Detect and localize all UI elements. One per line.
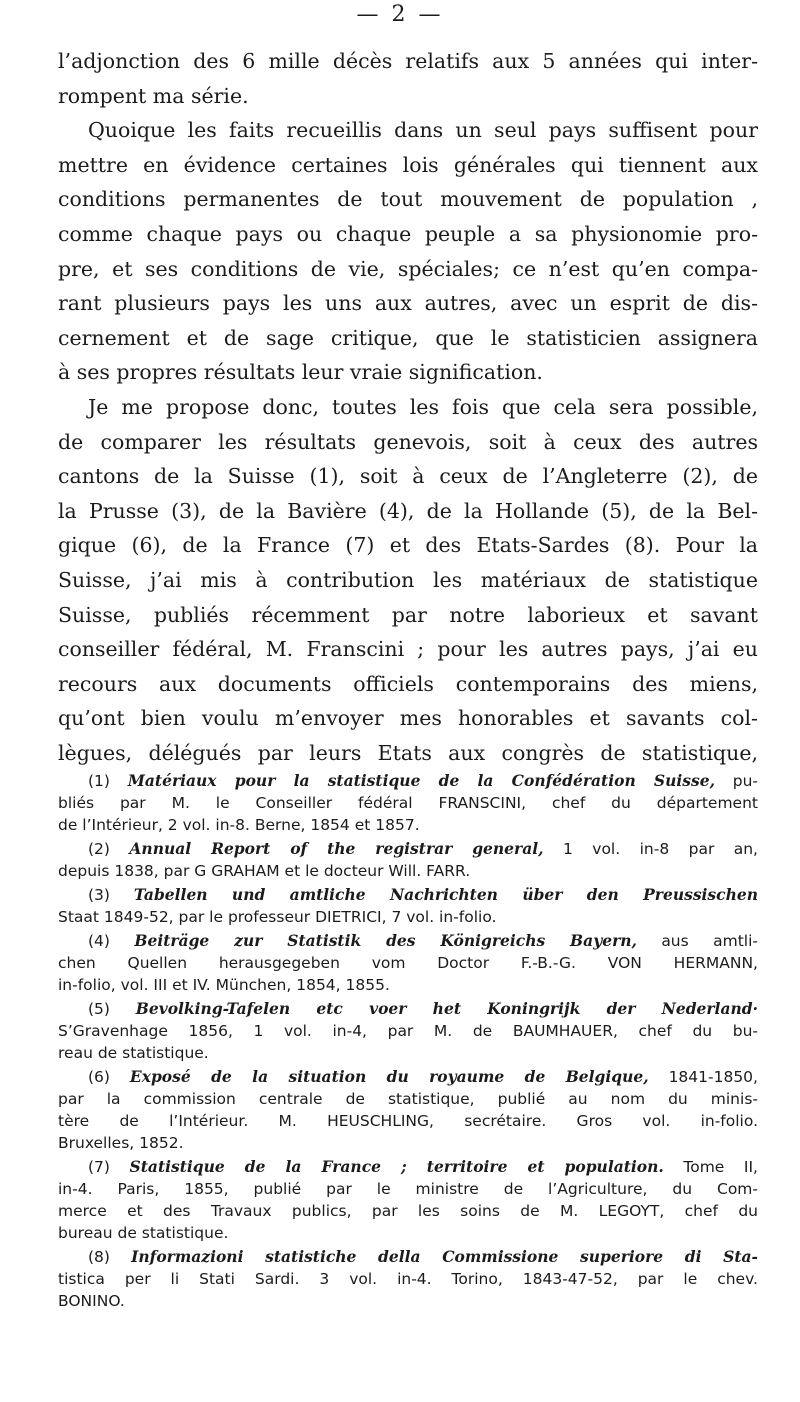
body-line: de comparer les résultats genevois, soit à ceux des autres (58, 429, 758, 454)
body-line: qu’ont bien voulu m’envoyer mes honorables et savants col- (58, 706, 758, 731)
page-number: — 2 — (356, 2, 444, 27)
footnote-title: Exposé de la situation du royaume de Belgique, (129, 1067, 649, 1086)
body-line: lègues, délégués par leurs Etats aux congrès de statistique, (58, 740, 758, 765)
body-line: recours aux documents officiels contemporains des miens, (58, 671, 758, 696)
footnote-line (58, 1066, 758, 1088)
footnote-line: bureau de statistique. (58, 1224, 229, 1242)
footnote-number: (7) (88, 1158, 110, 1176)
body-line: pre, et ses conditions de vie, spéciales; ce n’est qu’en compa- (58, 256, 758, 281)
footnote-title: Statistique de la France ; territoire et population. (129, 1157, 664, 1176)
footnote-title: Beiträge zur Statistik des Königreichs Bayern, (134, 931, 637, 950)
footnote-line: Staat 1849-52, par le professeur DIETRICI, 7 vol. in-folio. (58, 908, 497, 926)
body-line: Suisse, j’ai mis à contribution les matériaux de statistique (58, 567, 758, 592)
body-line: conseiller fédéral, M. Franscini ; pour les autres pays, j’ai eu (58, 637, 758, 662)
footnote-number: (3) (88, 886, 110, 904)
footnote-line: chen Quellen herausgegeben vom Doctor F.-B.-G. VON HERMANN, (58, 954, 758, 972)
footnote-title: Informazioni statistiche della Commissione superiore di Sta- (131, 1247, 758, 1266)
footnote-number: (4) (88, 932, 110, 950)
footnote-line (58, 998, 758, 1020)
footnote (58, 1066, 758, 1154)
footnote-text: pu- (732, 772, 758, 790)
footnote-line: S’Gravenhage 1856, 1 vol. in-4, par M. de BAUMHAUER, chef du bu- (58, 1022, 758, 1040)
body-line: la Prusse (3), de la Bavière (4), de la Hollande (5), de la Bel- (58, 498, 758, 523)
body-line: rompent ma série. (58, 83, 249, 108)
footnote (58, 1156, 758, 1244)
body-line: mettre en évidence certaines lois générales qui tiennent aux (58, 152, 758, 177)
footnote-number: (6) (88, 1068, 110, 1086)
footnote-number: (1) (88, 772, 110, 790)
footnote-number: (5) (88, 1000, 110, 1018)
footnote-line: tère de l’Intérieur. M. HEUSCHLING, secrétaire. Gros vol. in-folio. (58, 1112, 758, 1130)
footnote-line (58, 1156, 758, 1178)
body-line: comme chaque pays ou chaque peuple a sa physionomie pro- (58, 221, 758, 246)
footnote-title: Bevolking-Tafelen etc voer het Koningrijk der Nederland· (135, 999, 758, 1018)
footnote (58, 884, 758, 928)
body-line: cantons de la Suisse (1), soit à ceux de l’Angleterre (2), de (58, 464, 758, 489)
body-line: Suisse, publiés récemment par notre laborieux et savant (58, 602, 758, 627)
footnote-line: depuis 1838, par G GRAHAM et le docteur Will. FARR. (58, 862, 471, 880)
footnote-line (58, 770, 758, 792)
footnote (58, 838, 758, 882)
body-line: rant plusieurs pays les uns aux autres, avec un esprit de dis- (58, 291, 758, 316)
body-line: Je me propose donc, toutes les fois que cela sera possible, (88, 394, 758, 419)
footnote-line: Bruxelles, 1852. (58, 1134, 184, 1152)
footnote-line: in-folio, vol. III et IV. München, 1854, 1855. (58, 976, 390, 994)
footnote (58, 770, 758, 836)
footnote-title: Annual Report of the registrar general, (129, 839, 544, 858)
footnote-text: aus amtli- (661, 932, 758, 950)
footnote-line: par la commission centrale de statistique, publié au nom du minis- (58, 1090, 758, 1108)
footnote-line (58, 930, 758, 952)
footnote (58, 1246, 758, 1312)
body-line: Quoique les faits recueillis dans un seul pays suffisent pour (88, 118, 758, 143)
footnote-line: bliés par M. le Conseiller fédéral FRANSCINI, chef du département (58, 794, 758, 812)
footnote-line: reau de statistique. (58, 1044, 209, 1062)
footnote-line: tistica per li Stati Sardi. 3 vol. in-4. Torino, 1843-47-52, par le chev. (58, 1270, 758, 1288)
body-line: l’adjonction des 6 mille décès relatifs aux 5 années qui inter- (58, 49, 758, 73)
footnote-line (58, 838, 758, 860)
body-line: conditions permanentes de tout mouvement de population , (58, 187, 758, 212)
footnotes (58, 770, 758, 1314)
body-line: à ses propres résultats leur vraie signification. (58, 360, 543, 385)
footnote (58, 998, 758, 1064)
footnote-text: Tome II, (683, 1158, 758, 1176)
footnote (58, 930, 758, 996)
footnote-number: (2) (88, 840, 110, 858)
footnote-line (58, 1246, 758, 1268)
footnote-line: merce et des Travaux publics, par les soins de M. LEGOYT, chef du (58, 1202, 758, 1220)
footnote-text: 1841-1850, (668, 1068, 758, 1086)
footnote-line: BONINO. (58, 1292, 125, 1310)
footnote-line (58, 884, 758, 906)
footnote-line: in-4. Paris, 1855, publié par le ministre de l’Agriculture, du Com- (58, 1180, 758, 1198)
footnote-number: (8) (88, 1248, 110, 1266)
footnote-title: Matériaux pour la statistique de la Confédération Suisse, (127, 771, 715, 790)
body-line: gique (6), de la France (7) et des Etats-Sardes (8). Pour la (58, 533, 758, 558)
footnote-text: 1 vol. in-8 par an, (562, 840, 758, 858)
body-line: cernement et de sage critique, que le statisticien assignera (58, 325, 758, 350)
footnote-line: de l’Intérieur, 2 vol. in-8. Berne, 1854 et 1857. (58, 816, 420, 834)
footnote-title: Tabellen und amtliche Nachrichten über den Preussischen (133, 885, 758, 904)
body-text (58, 44, 758, 770)
